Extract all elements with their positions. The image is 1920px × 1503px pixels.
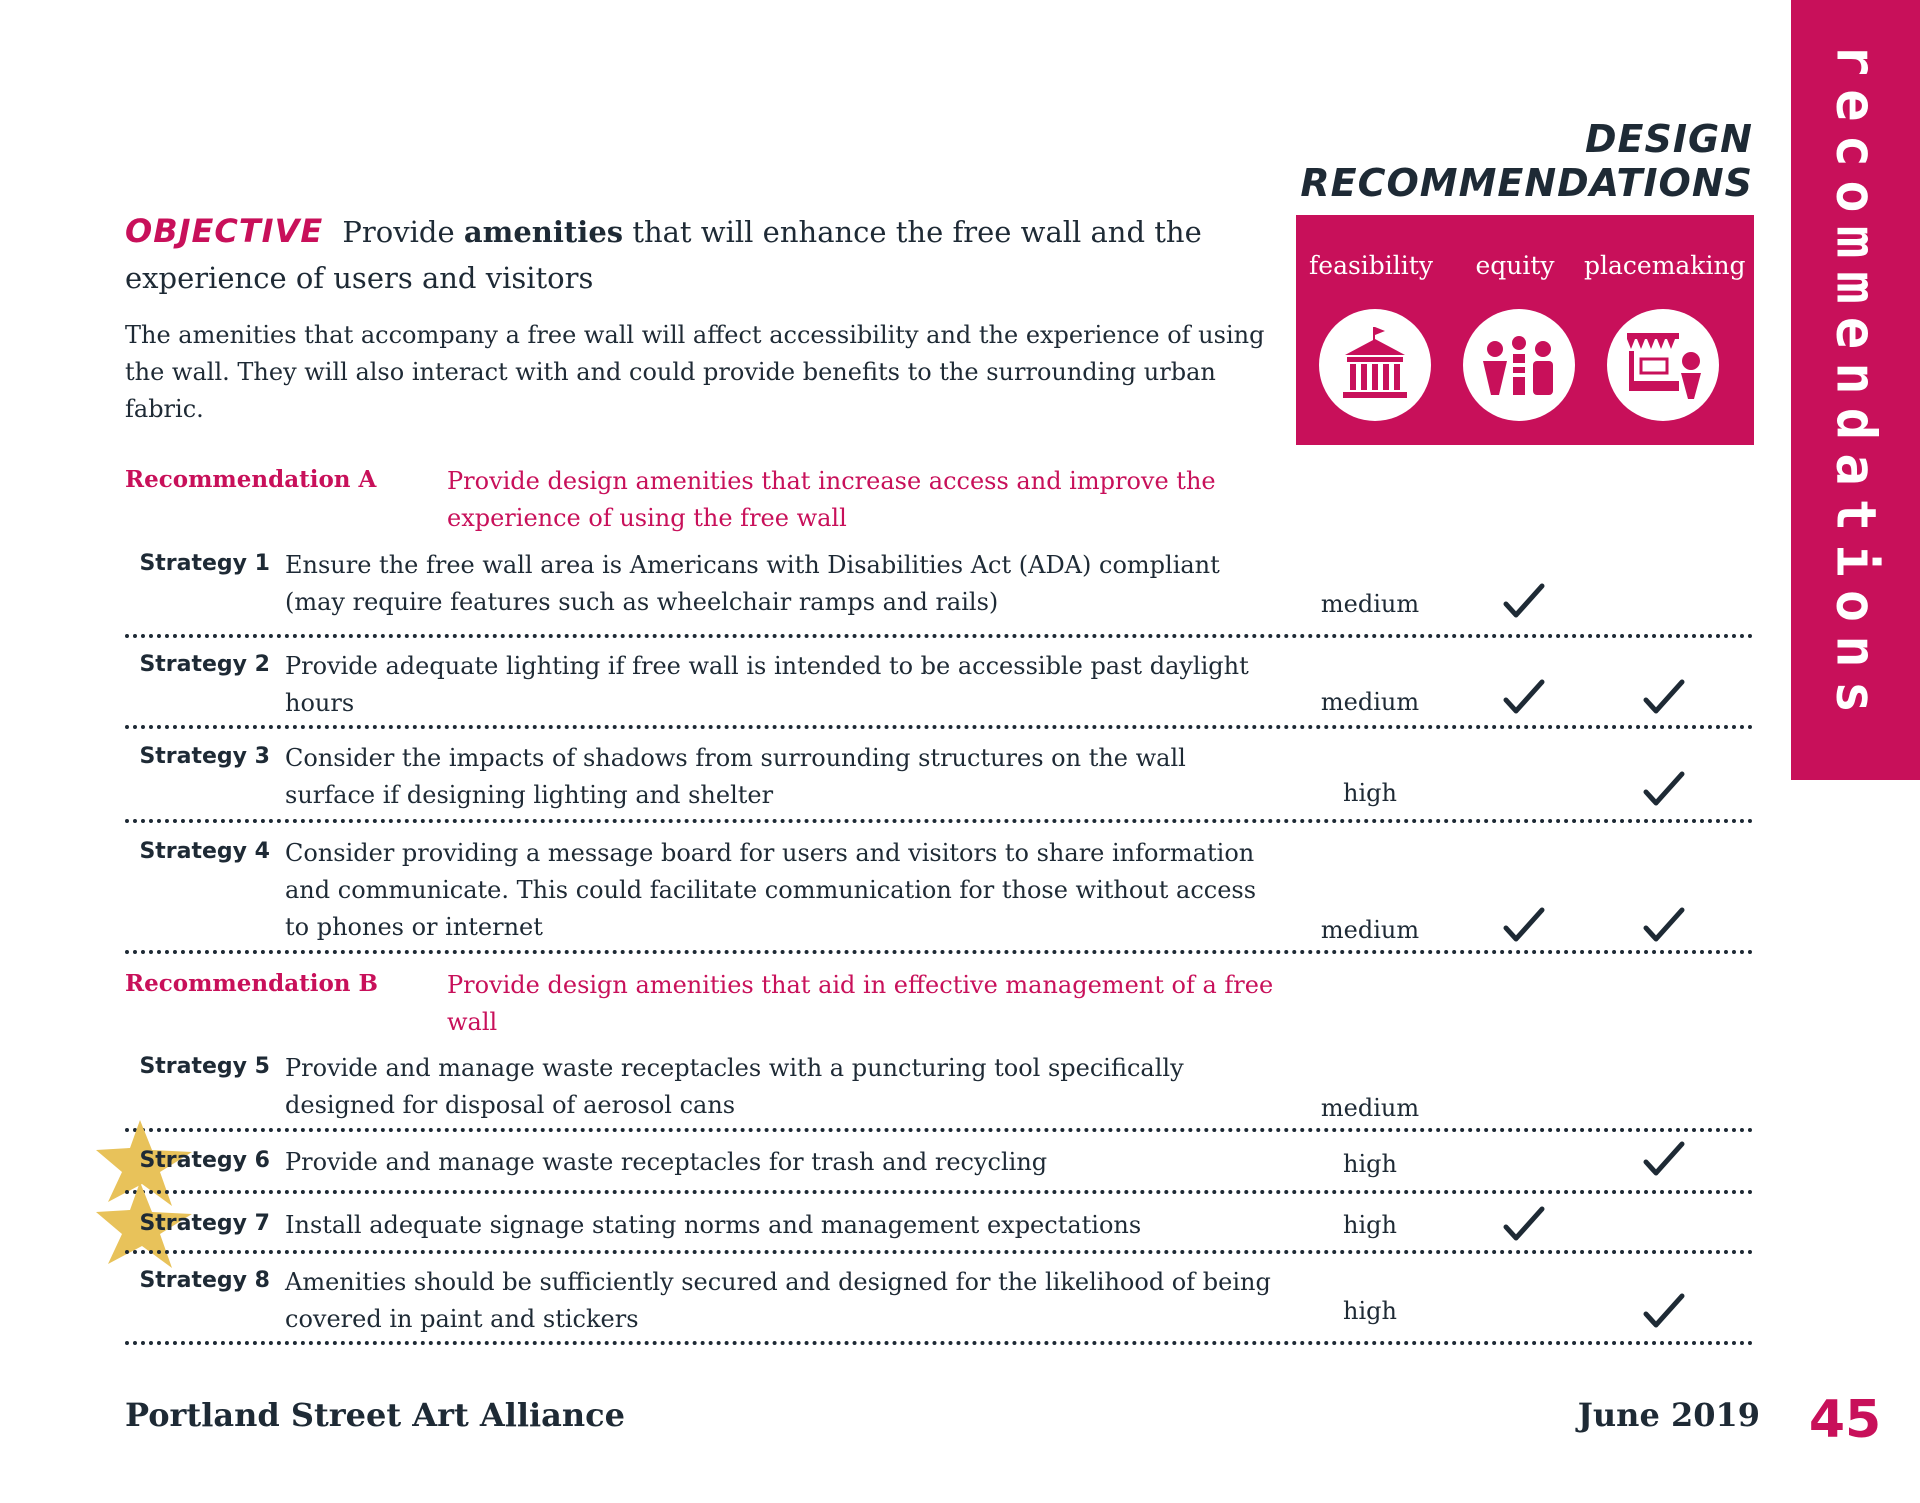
strategy-2-feasibility: medium bbox=[1320, 688, 1420, 716]
strategy-7-label: Strategy 7 bbox=[139, 1211, 270, 1236]
objective-text-post: that will enhance the free wall and the experience of users and visitors bbox=[125, 215, 1202, 295]
check-icon bbox=[1642, 1292, 1686, 1332]
strategy-3-feasibility: high bbox=[1343, 779, 1397, 807]
footer-date: June 2019 bbox=[1577, 1396, 1760, 1434]
strategy-4-text: Consider providing a message board for users and visitors to share information and communicate. This could facilitate communication for those without access to phones or internet bbox=[285, 839, 1257, 941]
government-building-icon bbox=[1319, 309, 1431, 421]
objective-label: OBJECTIVE bbox=[125, 212, 324, 250]
recommendation-a-text: Provide design amenities that increase access and improve the experience of using the free wall bbox=[447, 467, 1216, 532]
strategy-8-text: Amenities should be sufficiently secured and designed for the likelihood of being covered in paint and stickers bbox=[285, 1268, 1271, 1333]
objective-text-bold: amenities bbox=[463, 215, 624, 249]
row-divider bbox=[125, 1250, 1754, 1254]
strategy-1-feasibility: medium bbox=[1320, 590, 1420, 618]
strategy-7-text: Install adequate signage stating norms and management expectations bbox=[285, 1211, 1142, 1239]
strategy-8-feasibility: high bbox=[1343, 1297, 1397, 1325]
page-heading: DESIGN RECOMMENDATIONS bbox=[1300, 117, 1753, 205]
check-icon bbox=[1502, 582, 1546, 622]
side-tab-label: recommendations bbox=[1824, 43, 1888, 727]
strategy-1-text: Ensure the free wall area is Americans with Disabilities Act (ADA) compliant (may require features such as wheelchair ramps and rails) bbox=[285, 551, 1220, 616]
strategy-7-feasibility: high bbox=[1343, 1211, 1397, 1239]
criteria-label-placemaking: placemaking bbox=[1584, 251, 1746, 280]
side-tab bbox=[1791, 0, 1920, 780]
strategy-8-label: Strategy 8 bbox=[139, 1268, 270, 1293]
storefront-person-icon bbox=[1607, 309, 1719, 421]
recommendation-a-label: Recommendation A bbox=[125, 466, 377, 493]
row-divider bbox=[125, 634, 1754, 638]
check-icon bbox=[1642, 906, 1686, 946]
people-group-icon bbox=[1463, 309, 1575, 421]
strategy-5-text: Provide and manage waste receptacles with a puncturing tool specifically designed for disposal of aerosol cans bbox=[285, 1054, 1184, 1119]
footer-organization: Portland Street Art Alliance bbox=[125, 1396, 625, 1434]
criteria-box bbox=[1296, 215, 1754, 445]
objective bbox=[125, 208, 1225, 301]
strategy-2-label: Strategy 2 bbox=[139, 652, 270, 677]
page-number: 45 bbox=[1808, 1390, 1882, 1450]
strategy-4-feasibility: medium bbox=[1320, 916, 1420, 944]
strategy-5-feasibility: medium bbox=[1320, 1094, 1420, 1122]
strategy-1-label: Strategy 1 bbox=[139, 551, 270, 576]
check-icon bbox=[1642, 1140, 1686, 1180]
recommendation-b-text: Provide design amenities that aid in effective management of a free wall bbox=[447, 971, 1274, 1036]
intro-paragraph: The amenities that accompany a free wall will affect accessibility and the experience of using the wall. They will also interact with and could provide benefits to the surrounding urban fabric. bbox=[125, 321, 1265, 423]
check-icon bbox=[1642, 678, 1686, 718]
row-divider bbox=[125, 950, 1754, 954]
row-divider bbox=[125, 725, 1754, 729]
row-divider bbox=[125, 1128, 1754, 1132]
objective-text-pre: Provide bbox=[342, 215, 455, 249]
criteria-label-feasibility: feasibility bbox=[1309, 251, 1433, 280]
criteria-label-equity: equity bbox=[1475, 251, 1555, 280]
row-divider bbox=[125, 1341, 1754, 1345]
strategy-4-label: Strategy 4 bbox=[139, 839, 270, 864]
recommendation-b-label: Recommendation B bbox=[125, 970, 378, 997]
row-divider bbox=[125, 1190, 1754, 1194]
check-icon bbox=[1502, 678, 1546, 718]
strategy-6-text: Provide and manage waste receptacles for trash and recycling bbox=[285, 1148, 1048, 1176]
strategy-3-text: Consider the impacts of shadows from surrounding structures on the wall surface if designing lighting and shelter bbox=[285, 744, 1186, 809]
strategy-6-feasibility: high bbox=[1343, 1150, 1397, 1178]
strategy-6-label: Strategy 6 bbox=[139, 1148, 270, 1173]
strategy-3-label: Strategy 3 bbox=[139, 744, 270, 769]
check-icon bbox=[1642, 770, 1686, 810]
check-icon bbox=[1502, 906, 1546, 946]
row-divider bbox=[125, 819, 1754, 823]
strategy-5-label: Strategy 5 bbox=[139, 1054, 270, 1079]
check-icon bbox=[1502, 1205, 1546, 1245]
strategy-2-text: Provide adequate lighting if free wall is intended to be accessible past daylight hours bbox=[285, 652, 1249, 717]
